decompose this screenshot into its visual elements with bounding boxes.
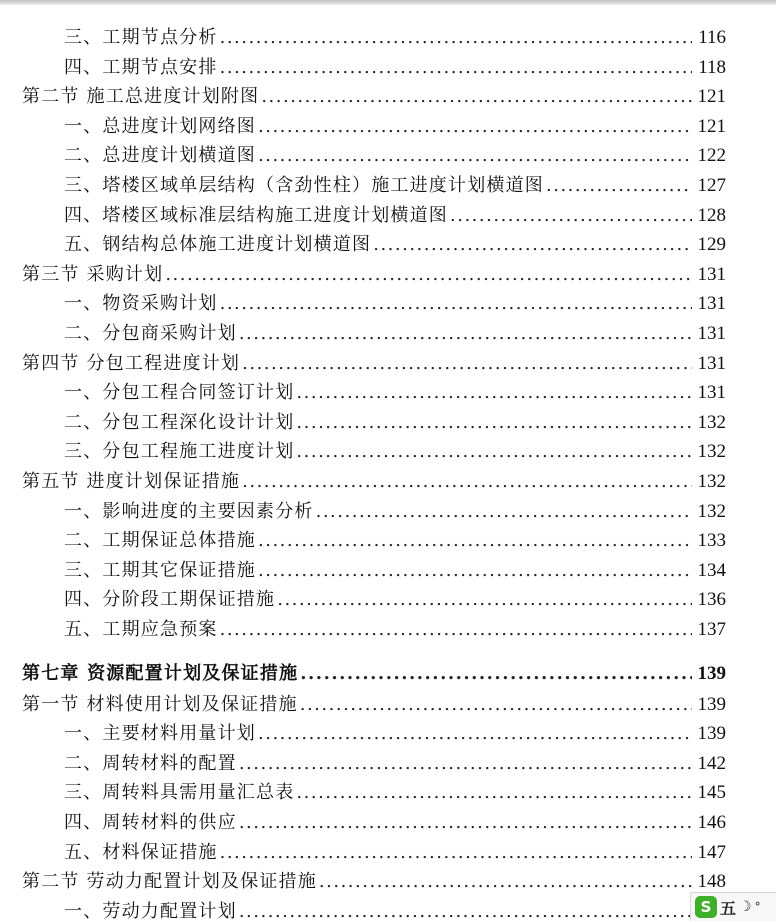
toc-item-number: 一、 <box>64 115 103 137</box>
toc-item-row[interactable] <box>64 112 726 138</box>
toc-item-number: 二、 <box>64 530 103 552</box>
toc-item-number: 二、 <box>64 411 103 433</box>
toc-entry-title: 塔楼区域标准层结构施工进度计划横道图 <box>102 204 449 226</box>
toc-entry-title: 分包工程深化设计计划 <box>102 411 295 433</box>
toc-item-number: 五、 <box>64 619 103 640</box>
dot-leader <box>258 560 691 581</box>
toc-entry-title: 第四节 分包工程进度计划 <box>22 352 241 374</box>
toc-page-number: 132 <box>697 500 726 522</box>
toc-item-row[interactable] <box>64 319 726 345</box>
dot-leader <box>220 619 692 640</box>
toc-item-number: 四、 <box>64 56 103 78</box>
dot-leader <box>373 234 691 255</box>
toc-item-number: 一、 <box>64 723 103 745</box>
toc-item-row[interactable] <box>64 230 726 256</box>
dot-leader <box>261 86 691 107</box>
dot-leader <box>220 842 692 863</box>
dot-leader <box>300 694 692 715</box>
toc-entry-title: 第七章 资源配置计划及保证措施 <box>22 662 299 684</box>
toc-item-number: 四、 <box>64 204 103 226</box>
toc-item-row[interactable] <box>64 497 726 523</box>
toc-page-number: 121 <box>697 115 726 137</box>
toc-section-row[interactable] <box>22 690 726 716</box>
toc-entry-title: 物资采购计划 <box>102 293 218 315</box>
toc-item-number: 二、 <box>64 323 103 344</box>
toc-page-number: 131 <box>697 352 726 374</box>
toc-item-number: 三、 <box>64 782 103 804</box>
toc-entry-title: 周转材料的配置 <box>102 752 237 774</box>
dot-leader <box>296 441 691 462</box>
toc-page-number: 148 <box>697 871 726 893</box>
toc-entry-title: 分包工程施工进度计划 <box>102 441 295 463</box>
toc-entry-title: 塔楼区域单层结构（含劲性柱）施工进度计划横道图 <box>102 175 545 196</box>
toc-item-number: 一、 <box>64 900 103 922</box>
toc-page-number: 139 <box>697 662 726 684</box>
toc-page-number: 121 <box>697 86 726 108</box>
toc-section-row[interactable] <box>22 260 726 286</box>
dot-leader <box>239 753 692 774</box>
toc-page-number: 134 <box>697 559 726 581</box>
toc-entry-title: 第一节 材料使用计划及保证措施 <box>22 693 298 715</box>
toc-entry-title: 周转材料的供应 <box>102 812 237 833</box>
toc-page-number: 137 <box>697 619 726 640</box>
toc-page-number: 131 <box>697 293 726 315</box>
toc-item-number: 五、 <box>64 234 103 256</box>
toc-entry-title: 工期其它保证措施 <box>102 559 257 581</box>
ime-toolbar[interactable] <box>690 892 776 921</box>
ime-input-mode[interactable]: 五 <box>720 898 737 918</box>
toc-entry-title: 影响进度的主要因素分析 <box>102 500 314 522</box>
toc-page-number: 118 <box>698 56 726 78</box>
toc-item-row[interactable] <box>64 171 726 197</box>
toc-item-row[interactable] <box>64 556 726 582</box>
toc-item-number: 一、 <box>64 382 103 404</box>
toc-page-number: 133 <box>697 530 726 552</box>
dot-leader <box>239 901 720 922</box>
toc-item-number: 二、 <box>64 752 103 774</box>
toc-item-number: 三、 <box>64 175 103 196</box>
toc-item-number: 三、 <box>64 559 103 581</box>
dot-leader <box>220 57 693 78</box>
toc-item-row[interactable] <box>64 838 726 864</box>
window-top-edge <box>0 0 776 5</box>
toc-entry-title: 工期应急预案 <box>102 619 218 640</box>
dot-leader <box>296 382 691 403</box>
toc-page-number: 132 <box>697 411 726 433</box>
dot-leader <box>165 264 691 285</box>
dot-leader <box>242 471 691 492</box>
dot-leader <box>220 293 692 314</box>
toc-item-row[interactable] <box>64 719 726 745</box>
toc-page-number: 129 <box>697 234 726 256</box>
toc-item-row[interactable] <box>64 615 726 641</box>
toc-page-number: 132 <box>697 471 726 492</box>
toc-page-number: 131 <box>697 323 726 344</box>
dot-leader <box>296 412 691 433</box>
toc-entry-title: 主要材料用量计划 <box>102 723 257 745</box>
toc-page-number: 146 <box>697 812 726 833</box>
toc-item-row[interactable] <box>64 53 726 79</box>
toc-entry-title: 劳动力配置计划 <box>102 900 237 922</box>
toc-item-row[interactable] <box>64 408 726 434</box>
dot-leader <box>319 871 692 892</box>
dot-leader <box>258 530 691 551</box>
toc-entry-title: 工期节点分析 <box>102 27 218 48</box>
toc-item-row[interactable] <box>64 749 726 775</box>
toc-item-row[interactable] <box>64 526 726 552</box>
dot-leader <box>239 812 692 833</box>
toc-item-number: 一、 <box>64 500 103 522</box>
dot-leader <box>220 27 693 48</box>
toc-page-number: 142 <box>697 752 726 774</box>
toc-entry-title: 分包工程合同签订计划 <box>102 382 295 404</box>
toc-entry-title: 总进度计划网络图 <box>102 115 257 137</box>
toc-item-number: 三、 <box>64 441 103 463</box>
toc-page-number: 139 <box>697 693 726 715</box>
toc-section-row[interactable] <box>22 349 726 375</box>
toc-item-row[interactable] <box>64 897 726 923</box>
toc-item-row[interactable] <box>64 585 726 611</box>
toc-entry-title: 工期节点安排 <box>102 56 218 78</box>
toc-item-row[interactable] <box>64 141 726 167</box>
toc-entry-title: 材料保证措施 <box>102 841 218 863</box>
toc-page-number: 132 <box>697 441 726 463</box>
dot-leader <box>300 663 691 684</box>
toc-entry-title: 工期保证总体措施 <box>102 530 257 552</box>
dot-leader <box>546 175 691 196</box>
toc-entry-title: 钢结构总体施工进度计划横道图 <box>102 234 372 256</box>
dot-leader <box>277 589 691 610</box>
toc-chapter-row[interactable] <box>22 659 726 685</box>
punctuation-mode-icon[interactable]: ° <box>754 900 761 914</box>
dot-leader <box>239 323 692 344</box>
toc-item-number: 四、 <box>64 589 103 611</box>
toc-item-row[interactable] <box>64 437 726 463</box>
toc-entry-title: 分阶段工期保证措施 <box>102 589 276 611</box>
dot-leader <box>258 116 691 137</box>
dot-leader <box>258 145 691 166</box>
moon-icon[interactable]: ☽ <box>739 899 752 915</box>
toc-page-number: 139 <box>697 723 726 745</box>
toc-item-row[interactable] <box>64 289 726 315</box>
toc-item-number: 四、 <box>64 812 103 833</box>
ime-logo-icon[interactable]: S <box>695 896 717 918</box>
toc-entry-title: 第二节 施工总进度计划附图 <box>22 86 260 108</box>
toc-entry-title: 总进度计划横道图 <box>102 145 257 167</box>
toc-page-number: 122 <box>697 145 726 167</box>
toc-entry-title: 第二节 劳动力配置计划及保证措施 <box>22 871 317 893</box>
toc-item-row[interactable] <box>64 23 726 49</box>
toc-entry-title: 周转料具需用量汇总表 <box>102 782 295 804</box>
toc-page-number: 131 <box>697 382 726 404</box>
toc-entry-title: 第五节 进度计划保证措施 <box>22 471 241 492</box>
toc-page-number: 128 <box>697 204 726 226</box>
toc-page-number: 147 <box>697 841 726 863</box>
toc-entry-title: 分包商采购计划 <box>102 323 237 344</box>
toc-item-row[interactable] <box>64 808 726 834</box>
toc-section-row[interactable] <box>22 867 726 893</box>
toc-section-row[interactable] <box>22 82 726 108</box>
dot-leader <box>450 205 691 226</box>
toc-page-number: 127 <box>697 175 726 196</box>
toc-page-number: 116 <box>698 27 726 48</box>
toc-item-row[interactable] <box>64 201 726 227</box>
toc-page-number: 145 <box>697 782 726 804</box>
toc-page-number: 136 <box>697 589 726 611</box>
toc-section-row[interactable] <box>22 467 726 493</box>
toc-item-row[interactable] <box>64 378 726 404</box>
toc-item-number: 五、 <box>64 841 103 863</box>
toc-item-row[interactable] <box>64 778 726 804</box>
dot-leader <box>258 723 691 744</box>
toc-page-number: 131 <box>697 263 726 285</box>
dot-leader <box>242 353 691 374</box>
dot-leader <box>316 501 692 522</box>
toc-item-number: 二、 <box>64 145 103 167</box>
toc-item-number: 一、 <box>64 293 103 315</box>
toc-entry-title: 第三节 采购计划 <box>22 263 164 285</box>
dot-leader <box>296 782 691 803</box>
toc-item-number: 三、 <box>64 27 103 48</box>
